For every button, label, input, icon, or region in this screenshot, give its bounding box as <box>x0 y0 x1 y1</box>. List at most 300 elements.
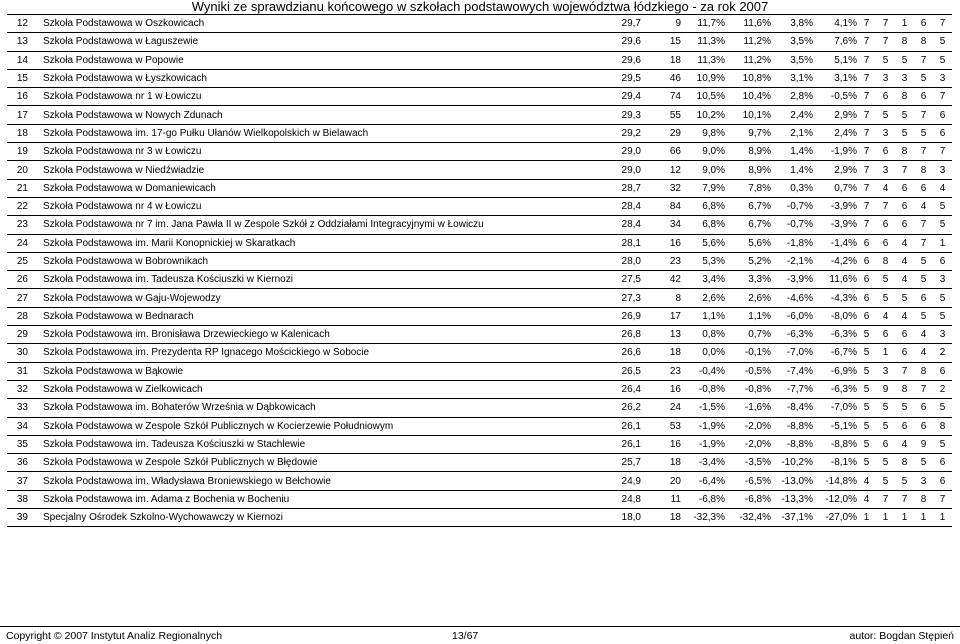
rank-value: 11 <box>641 490 681 508</box>
stanine-2: 6 <box>876 216 895 234</box>
stanine-2: 6 <box>876 234 895 252</box>
percent-3: -1,8% <box>771 234 813 252</box>
percent-4: -14,8% <box>813 472 857 490</box>
table-row <box>7 490 952 508</box>
percent-2: -6,8% <box>725 490 771 508</box>
stanine-4: 7 <box>914 380 933 398</box>
percent-2: 0,7% <box>725 326 771 344</box>
stanine-1: 7 <box>857 124 876 142</box>
stanine-4: 1 <box>914 509 933 527</box>
stanine-3: 4 <box>895 307 914 325</box>
stanine-2: 5 <box>876 472 895 490</box>
stanine-3: 3 <box>895 69 914 87</box>
average-score: 28,4 <box>593 197 641 215</box>
rank-value: 18 <box>641 454 681 472</box>
row-number: 14 <box>7 51 33 69</box>
stanine-2: 5 <box>876 271 895 289</box>
stanine-1: 7 <box>857 216 876 234</box>
stanine-4: 7 <box>914 51 933 69</box>
stanine-1: 7 <box>857 161 876 179</box>
stanine-4: 5 <box>914 454 933 472</box>
rank-value: 16 <box>641 234 681 252</box>
stanine-3: 5 <box>895 472 914 490</box>
stanine-5: 6 <box>933 472 952 490</box>
table-row <box>7 271 952 289</box>
row-number: 27 <box>7 289 33 307</box>
stanine-5: 2 <box>933 344 952 362</box>
table-row <box>7 161 952 179</box>
percent-4: -27,0% <box>813 509 857 527</box>
percent-1: -32,3% <box>681 509 725 527</box>
stanine-1: 7 <box>857 33 876 51</box>
percent-3: -13,3% <box>771 490 813 508</box>
stanine-2: 6 <box>876 435 895 453</box>
stanine-2: 3 <box>876 124 895 142</box>
average-score: 29,6 <box>593 51 641 69</box>
row-number: 22 <box>7 197 33 215</box>
percent-1: 10,2% <box>681 106 725 124</box>
stanine-3: 8 <box>895 33 914 51</box>
stanine-1: 7 <box>857 15 876 33</box>
percent-2: 8,9% <box>725 161 771 179</box>
school-name: Szkoła Podstawowa w Bobrownikach <box>33 252 593 270</box>
percent-1: 9,0% <box>681 143 725 161</box>
percent-2: 2,6% <box>725 289 771 307</box>
percent-1: 10,9% <box>681 69 725 87</box>
stanine-5: 5 <box>933 435 952 453</box>
stanine-5: 1 <box>933 234 952 252</box>
stanine-4: 7 <box>914 234 933 252</box>
results-table <box>7 14 952 527</box>
stanine-4: 8 <box>914 490 933 508</box>
percent-4: 2,9% <box>813 161 857 179</box>
row-number: 25 <box>7 252 33 270</box>
row-number: 21 <box>7 179 33 197</box>
average-score: 29,5 <box>593 69 641 87</box>
stanine-3: 8 <box>895 88 914 106</box>
table-row <box>7 454 952 472</box>
stanine-4: 7 <box>914 106 933 124</box>
page-title: Wyniki ze sprawdzianu końcowego w szkołach podstawowych województwa łódzkiego - za rok 2007 <box>191 0 769 14</box>
stanine-2: 5 <box>876 51 895 69</box>
school-name: Specjalny Ośrodek Szkolno-Wychowawczy w Kiernozi <box>33 509 593 527</box>
school-name: Szkoła Podstawowa im. 17-go Pułku Ułanów Wielkopolskich w Bielawach <box>33 124 593 142</box>
stanine-4: 6 <box>914 417 933 435</box>
stanine-5: 3 <box>933 69 952 87</box>
stanine-2: 9 <box>876 380 895 398</box>
rank-value: 18 <box>641 509 681 527</box>
stanine-5: 5 <box>933 33 952 51</box>
school-name: Szkoła Podstawowa nr 1 w Łowiczu <box>33 88 593 106</box>
stanine-5: 4 <box>933 179 952 197</box>
table-row <box>7 307 952 325</box>
percent-1: -0,4% <box>681 362 725 380</box>
average-score: 29,2 <box>593 124 641 142</box>
rank-value: 16 <box>641 380 681 398</box>
average-score: 26,4 <box>593 380 641 398</box>
percent-3: -6,3% <box>771 326 813 344</box>
rank-value: 74 <box>641 88 681 106</box>
stanine-1: 7 <box>857 51 876 69</box>
stanine-1: 7 <box>857 179 876 197</box>
percent-3: 0,3% <box>771 179 813 197</box>
stanine-4: 6 <box>914 399 933 417</box>
rank-value: 20 <box>641 472 681 490</box>
stanine-1: 5 <box>857 362 876 380</box>
percent-3: 1,4% <box>771 161 813 179</box>
stanine-2: 5 <box>876 106 895 124</box>
percent-3: -4,6% <box>771 289 813 307</box>
stanine-5: 8 <box>933 417 952 435</box>
percent-2: -2,0% <box>725 417 771 435</box>
stanine-3: 4 <box>895 234 914 252</box>
percent-3: 3,1% <box>771 69 813 87</box>
percent-1: 0,0% <box>681 344 725 362</box>
percent-3: -7,0% <box>771 344 813 362</box>
rank-value: 12 <box>641 161 681 179</box>
percent-1: 6,8% <box>681 216 725 234</box>
stanine-5: 3 <box>933 161 952 179</box>
row-number: 33 <box>7 399 33 417</box>
average-score: 26,2 <box>593 399 641 417</box>
stanine-1: 5 <box>857 399 876 417</box>
stanine-4: 8 <box>914 33 933 51</box>
stanine-5: 2 <box>933 380 952 398</box>
school-name: Szkoła Podstawowa w Nowych Zdunach <box>33 106 593 124</box>
table-row <box>7 88 952 106</box>
row-number: 37 <box>7 472 33 490</box>
row-number: 32 <box>7 380 33 398</box>
average-score: 26,1 <box>593 435 641 453</box>
stanine-5: 6 <box>933 106 952 124</box>
average-score: 24,8 <box>593 490 641 508</box>
stanine-3: 6 <box>895 344 914 362</box>
percent-4: -6,9% <box>813 362 857 380</box>
stanine-3: 4 <box>895 435 914 453</box>
percent-3: 2,4% <box>771 106 813 124</box>
percent-2: 6,7% <box>725 216 771 234</box>
stanine-3: 5 <box>895 124 914 142</box>
stanine-2: 7 <box>876 490 895 508</box>
percent-1: 10,5% <box>681 88 725 106</box>
stanine-1: 1 <box>857 509 876 527</box>
stanine-3: 1 <box>895 509 914 527</box>
stanine-1: 7 <box>857 143 876 161</box>
stanine-2: 5 <box>876 399 895 417</box>
rank-value: 84 <box>641 197 681 215</box>
stanine-3: 4 <box>895 252 914 270</box>
average-score: 27,3 <box>593 289 641 307</box>
table-row <box>7 216 952 234</box>
rank-value: 16 <box>641 435 681 453</box>
stanine-3: 7 <box>895 362 914 380</box>
page-footer <box>0 626 960 643</box>
table-row <box>7 143 952 161</box>
stanine-4: 4 <box>914 326 933 344</box>
percent-4: 2,9% <box>813 106 857 124</box>
rank-value: 18 <box>641 51 681 69</box>
stanine-4: 5 <box>914 271 933 289</box>
table-row <box>7 69 952 87</box>
stanine-5: 7 <box>933 88 952 106</box>
percent-3: -7,7% <box>771 380 813 398</box>
rank-value: 29 <box>641 124 681 142</box>
stanine-1: 5 <box>857 344 876 362</box>
school-name: Szkoła Podstawowa w Popowie <box>33 51 593 69</box>
row-number: 18 <box>7 124 33 142</box>
average-score: 29,0 <box>593 161 641 179</box>
row-number: 39 <box>7 509 33 527</box>
percent-4: -7,0% <box>813 399 857 417</box>
average-score: 24,9 <box>593 472 641 490</box>
percent-3: -10,2% <box>771 454 813 472</box>
footer-copyright: Copyright © 2007 Instytut Analiz Regionalnych <box>6 630 223 642</box>
stanine-1: 7 <box>857 197 876 215</box>
table-row <box>7 472 952 490</box>
stanine-4: 6 <box>914 15 933 33</box>
percent-2: 11,2% <box>725 51 771 69</box>
rank-value: 34 <box>641 216 681 234</box>
table-row <box>7 15 952 33</box>
table-row <box>7 344 952 362</box>
table-row <box>7 435 952 453</box>
stanine-3: 8 <box>895 454 914 472</box>
table-row <box>7 417 952 435</box>
school-name: Szkoła Podstawowa nr 7 im. Jana Pawła II w Zespole Szkół z Oddziałami Integracyjnymi w Łowiczu <box>33 216 593 234</box>
row-number: 30 <box>7 344 33 362</box>
table-row <box>7 51 952 69</box>
school-name: Szkoła Podstawowa w Bąkowie <box>33 362 593 380</box>
stanine-4: 4 <box>914 344 933 362</box>
stanine-2: 6 <box>876 326 895 344</box>
percent-1: 2,6% <box>681 289 725 307</box>
average-score: 28,1 <box>593 234 641 252</box>
percent-2: 8,9% <box>725 143 771 161</box>
stanine-3: 5 <box>895 106 914 124</box>
percent-2: 10,8% <box>725 69 771 87</box>
percent-2: 9,7% <box>725 124 771 142</box>
percent-3: -13,0% <box>771 472 813 490</box>
percent-4: -12,0% <box>813 490 857 508</box>
percent-1: -0,8% <box>681 380 725 398</box>
stanine-1: 7 <box>857 69 876 87</box>
stanine-4: 8 <box>914 362 933 380</box>
average-score: 18,0 <box>593 509 641 527</box>
school-name: Szkoła Podstawowa w Łaguszewie <box>33 33 593 51</box>
percent-1: -6,8% <box>681 490 725 508</box>
stanine-4: 9 <box>914 435 933 453</box>
school-name: Szkoła Podstawowa im. Bronisława Drzewieckiego w Kalenicach <box>33 326 593 344</box>
stanine-4: 4 <box>914 197 933 215</box>
percent-3: -8,8% <box>771 435 813 453</box>
rank-value: 55 <box>641 106 681 124</box>
row-number: 31 <box>7 362 33 380</box>
percent-4: -6,7% <box>813 344 857 362</box>
stanine-5: 5 <box>933 289 952 307</box>
rank-value: 13 <box>641 326 681 344</box>
school-name: Szkoła Podstawowa im. Tadeusza Kościuszki w Stachlewie <box>33 435 593 453</box>
footer-author: autor: Bogdan Stępień <box>849 630 954 642</box>
stanine-2: 8 <box>876 252 895 270</box>
percent-2: 1,1% <box>725 307 771 325</box>
school-name: Szkoła Podstawowa nr 4 w Łowiczu <box>33 197 593 215</box>
percent-4: 11,6% <box>813 271 857 289</box>
stanine-4: 6 <box>914 179 933 197</box>
table-row <box>7 509 952 527</box>
percent-1: 3,4% <box>681 271 725 289</box>
percent-2: 11,6% <box>725 15 771 33</box>
percent-3: 3,8% <box>771 15 813 33</box>
percent-2: -32,4% <box>725 509 771 527</box>
percent-2: 5,6% <box>725 234 771 252</box>
stanine-2: 3 <box>876 161 895 179</box>
stanine-1: 6 <box>857 271 876 289</box>
percent-3: 1,4% <box>771 143 813 161</box>
percent-4: 2,4% <box>813 124 857 142</box>
stanine-1: 5 <box>857 417 876 435</box>
percent-2: 11,2% <box>725 33 771 51</box>
percent-1: 0,8% <box>681 326 725 344</box>
stanine-4: 7 <box>914 143 933 161</box>
stanine-2: 4 <box>876 179 895 197</box>
stanine-3: 5 <box>895 399 914 417</box>
stanine-2: 5 <box>876 454 895 472</box>
school-name: Szkoła Podstawowa im. Prezydenta RP Ignacego Mościckiego w Sobocie <box>33 344 593 362</box>
percent-3: -2,1% <box>771 252 813 270</box>
percent-1: 5,6% <box>681 234 725 252</box>
percent-1: 11,3% <box>681 33 725 51</box>
stanine-5: 5 <box>933 399 952 417</box>
percent-1: -3,4% <box>681 454 725 472</box>
percent-4: 3,1% <box>813 69 857 87</box>
rank-value: 53 <box>641 417 681 435</box>
average-score: 26,9 <box>593 307 641 325</box>
percent-1: -6,4% <box>681 472 725 490</box>
stanine-1: 7 <box>857 88 876 106</box>
percent-3: 2,8% <box>771 88 813 106</box>
average-score: 26,6 <box>593 344 641 362</box>
rank-value: 23 <box>641 252 681 270</box>
stanine-3: 6 <box>895 179 914 197</box>
stanine-4: 8 <box>914 161 933 179</box>
stanine-2: 6 <box>876 88 895 106</box>
row-number: 26 <box>7 271 33 289</box>
stanine-4: 5 <box>914 124 933 142</box>
row-number: 38 <box>7 490 33 508</box>
stanine-3: 7 <box>895 490 914 508</box>
rank-value: 42 <box>641 271 681 289</box>
percent-4: -4,3% <box>813 289 857 307</box>
stanine-2: 5 <box>876 289 895 307</box>
school-name: Szkoła Podstawowa im. Władysława Broniewskiego w Bełchowie <box>33 472 593 490</box>
stanine-5: 3 <box>933 271 952 289</box>
percent-2: -2,0% <box>725 435 771 453</box>
percent-1: 6,8% <box>681 197 725 215</box>
rank-value: 15 <box>641 33 681 51</box>
stanine-5: 5 <box>933 216 952 234</box>
percent-3: -0,7% <box>771 216 813 234</box>
table-row <box>7 234 952 252</box>
percent-2: -0,8% <box>725 380 771 398</box>
percent-1: 7,9% <box>681 179 725 197</box>
percent-4: -3,9% <box>813 216 857 234</box>
stanine-3: 8 <box>895 380 914 398</box>
stanine-1: 6 <box>857 289 876 307</box>
average-score: 25,7 <box>593 454 641 472</box>
row-number: 19 <box>7 143 33 161</box>
stanine-3: 6 <box>895 326 914 344</box>
average-score: 28,4 <box>593 216 641 234</box>
row-number: 16 <box>7 88 33 106</box>
percent-3: -6,0% <box>771 307 813 325</box>
percent-4: -8,1% <box>813 454 857 472</box>
stanine-2: 7 <box>876 33 895 51</box>
row-number: 29 <box>7 326 33 344</box>
stanine-5: 7 <box>933 15 952 33</box>
stanine-2: 1 <box>876 509 895 527</box>
school-name: Szkoła Podstawowa w Zespole Szkół Publicznych w Kocierzewie Południowym <box>33 417 593 435</box>
rank-value: 23 <box>641 362 681 380</box>
rank-value: 32 <box>641 179 681 197</box>
school-name: Szkoła Podstawowa w Oszkowicach <box>33 15 593 33</box>
rank-value: 66 <box>641 143 681 161</box>
rank-value: 9 <box>641 15 681 33</box>
average-score: 26,5 <box>593 362 641 380</box>
stanine-5: 6 <box>933 362 952 380</box>
stanine-2: 3 <box>876 362 895 380</box>
percent-2: 6,7% <box>725 197 771 215</box>
percent-4: -8,0% <box>813 307 857 325</box>
stanine-2: 7 <box>876 15 895 33</box>
stanine-5: 7 <box>933 490 952 508</box>
table-row <box>7 106 952 124</box>
percent-1: 9,8% <box>681 124 725 142</box>
percent-3: -8,4% <box>771 399 813 417</box>
school-name: Szkoła Podstawowa w Gaju-Wojewodzy <box>33 289 593 307</box>
percent-2: 3,3% <box>725 271 771 289</box>
stanine-5: 5 <box>933 51 952 69</box>
average-score: 29,3 <box>593 106 641 124</box>
stanine-1: 6 <box>857 234 876 252</box>
percent-1: -1,5% <box>681 399 725 417</box>
stanine-2: 6 <box>876 143 895 161</box>
stanine-2: 1 <box>876 344 895 362</box>
percent-3: 3,5% <box>771 51 813 69</box>
stanine-1: 6 <box>857 307 876 325</box>
stanine-3: 1 <box>895 15 914 33</box>
percent-4: -6,3% <box>813 326 857 344</box>
percent-3: -0,7% <box>771 197 813 215</box>
percent-3: -7,4% <box>771 362 813 380</box>
table-row <box>7 124 952 142</box>
row-number: 35 <box>7 435 33 453</box>
percent-4: -6,3% <box>813 380 857 398</box>
school-name: Szkoła Podstawowa im. Adama z Bochenia w Bocheniu <box>33 490 593 508</box>
percent-3: 2,1% <box>771 124 813 142</box>
percent-4: 7,6% <box>813 33 857 51</box>
percent-4: 5,1% <box>813 51 857 69</box>
percent-4: -8,8% <box>813 435 857 453</box>
row-number: 36 <box>7 454 33 472</box>
percent-1: 11,7% <box>681 15 725 33</box>
stanine-5: 6 <box>933 454 952 472</box>
percent-3: 3,5% <box>771 33 813 51</box>
percent-1: 9,0% <box>681 161 725 179</box>
average-score: 27,5 <box>593 271 641 289</box>
stanine-2: 5 <box>876 417 895 435</box>
stanine-3: 7 <box>895 161 914 179</box>
table-row <box>7 362 952 380</box>
